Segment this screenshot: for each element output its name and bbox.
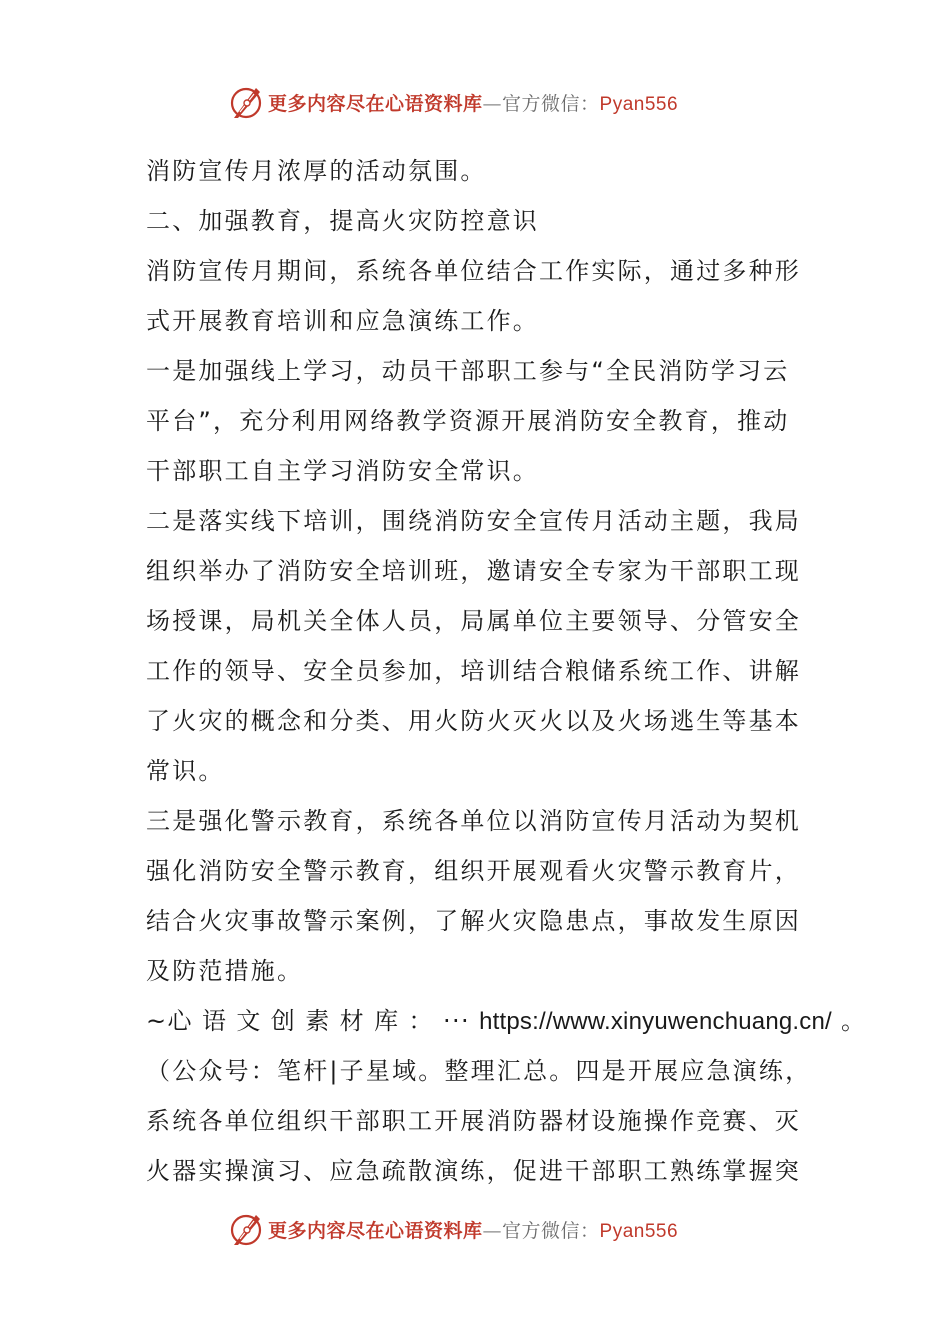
header-prefix: 更多内容尽在心语资料库 xyxy=(268,92,483,115)
body-line: 工作的领导、安全员参加，培训结合粮储系统工作、讲解 xyxy=(146,657,801,685)
body-line: 一是加强线上学习，动员干部职工参与“全民消防学习云 xyxy=(146,357,790,385)
footer-banner xyxy=(0,1209,950,1249)
header-dash: — xyxy=(482,92,503,115)
body-line: 消防宣传月浓厚的活动氛围。 xyxy=(146,157,487,185)
header-text xyxy=(268,89,678,116)
footer-dash: — xyxy=(482,1219,503,1242)
quill-pen-logo-icon xyxy=(226,1209,266,1249)
body-line: 式开展教育培训和应急演练工作。 xyxy=(146,307,539,335)
document-body xyxy=(146,146,867,1196)
body-line: 系统各单位组织干部职工开展消防器材设施操作竞赛、灭 xyxy=(146,1107,801,1135)
body-line: 干部职工自主学习消防安全常识。 xyxy=(146,457,539,485)
body-line: 强化消防安全警示教育，组织开展观看火灾警示教育片， xyxy=(146,857,801,885)
body-line: 及防范措施。 xyxy=(146,957,304,985)
body-line: （公众号：笔杆|子星域。整理汇总。四是开展应急演练， xyxy=(146,1057,812,1085)
footer-text xyxy=(268,1216,678,1243)
body-line: 消防宣传月期间，系统各单位结合工作实际，通过多种形 xyxy=(146,257,801,285)
body-line: 结合火灾事故警示案例，了解火灾隐患点，事故发生原因 xyxy=(146,907,801,935)
quill-pen-logo-icon xyxy=(226,82,266,122)
body-line: 常识。 xyxy=(146,757,225,785)
body-line: 了火灾的概念和分类、用火防火灭火以及火场逃生等基本 xyxy=(146,707,801,735)
body-line: 场授课，局机关全体人员，局属单位主要领导、分管安全 xyxy=(146,607,801,635)
body-line: 火器实操演习、应急疏散演练，促进干部职工熟练掌握突 xyxy=(146,1157,801,1185)
body-line: 二是落实线下培训，围绕消防安全宣传月活动主题，我局 xyxy=(146,507,801,535)
source-prefix: ~心 语 文 创 素 材 库 ： ··· xyxy=(146,1007,480,1035)
header-wechat-label: 官方微信： xyxy=(502,92,600,115)
source-suffix: 。 xyxy=(831,1007,867,1035)
body-line: 平台”，充分利用网络教学资源开展消防安全教育，推动 xyxy=(146,407,790,435)
body-line: 三是强化警示教育，系统各单位以消防宣传月活动为契机 xyxy=(146,807,801,835)
header-banner xyxy=(0,82,950,122)
source-line xyxy=(146,996,867,1046)
footer-wechat-label: 官方微信： xyxy=(502,1219,600,1242)
section-heading: 二、加强教育，提高火灾防控意识 xyxy=(146,207,539,235)
header-wechat-id: Pyan556 xyxy=(599,93,679,115)
footer-wechat-id: Pyan556 xyxy=(599,1220,679,1242)
footer-prefix: 更多内容尽在心语资料库 xyxy=(268,1219,483,1242)
body-line: 组织举办了消防安全培训班，邀请安全专家为干部职工现 xyxy=(146,557,801,585)
source-url-link[interactable]: https://www.xinyuwenchuang.cn/ xyxy=(479,1008,832,1035)
